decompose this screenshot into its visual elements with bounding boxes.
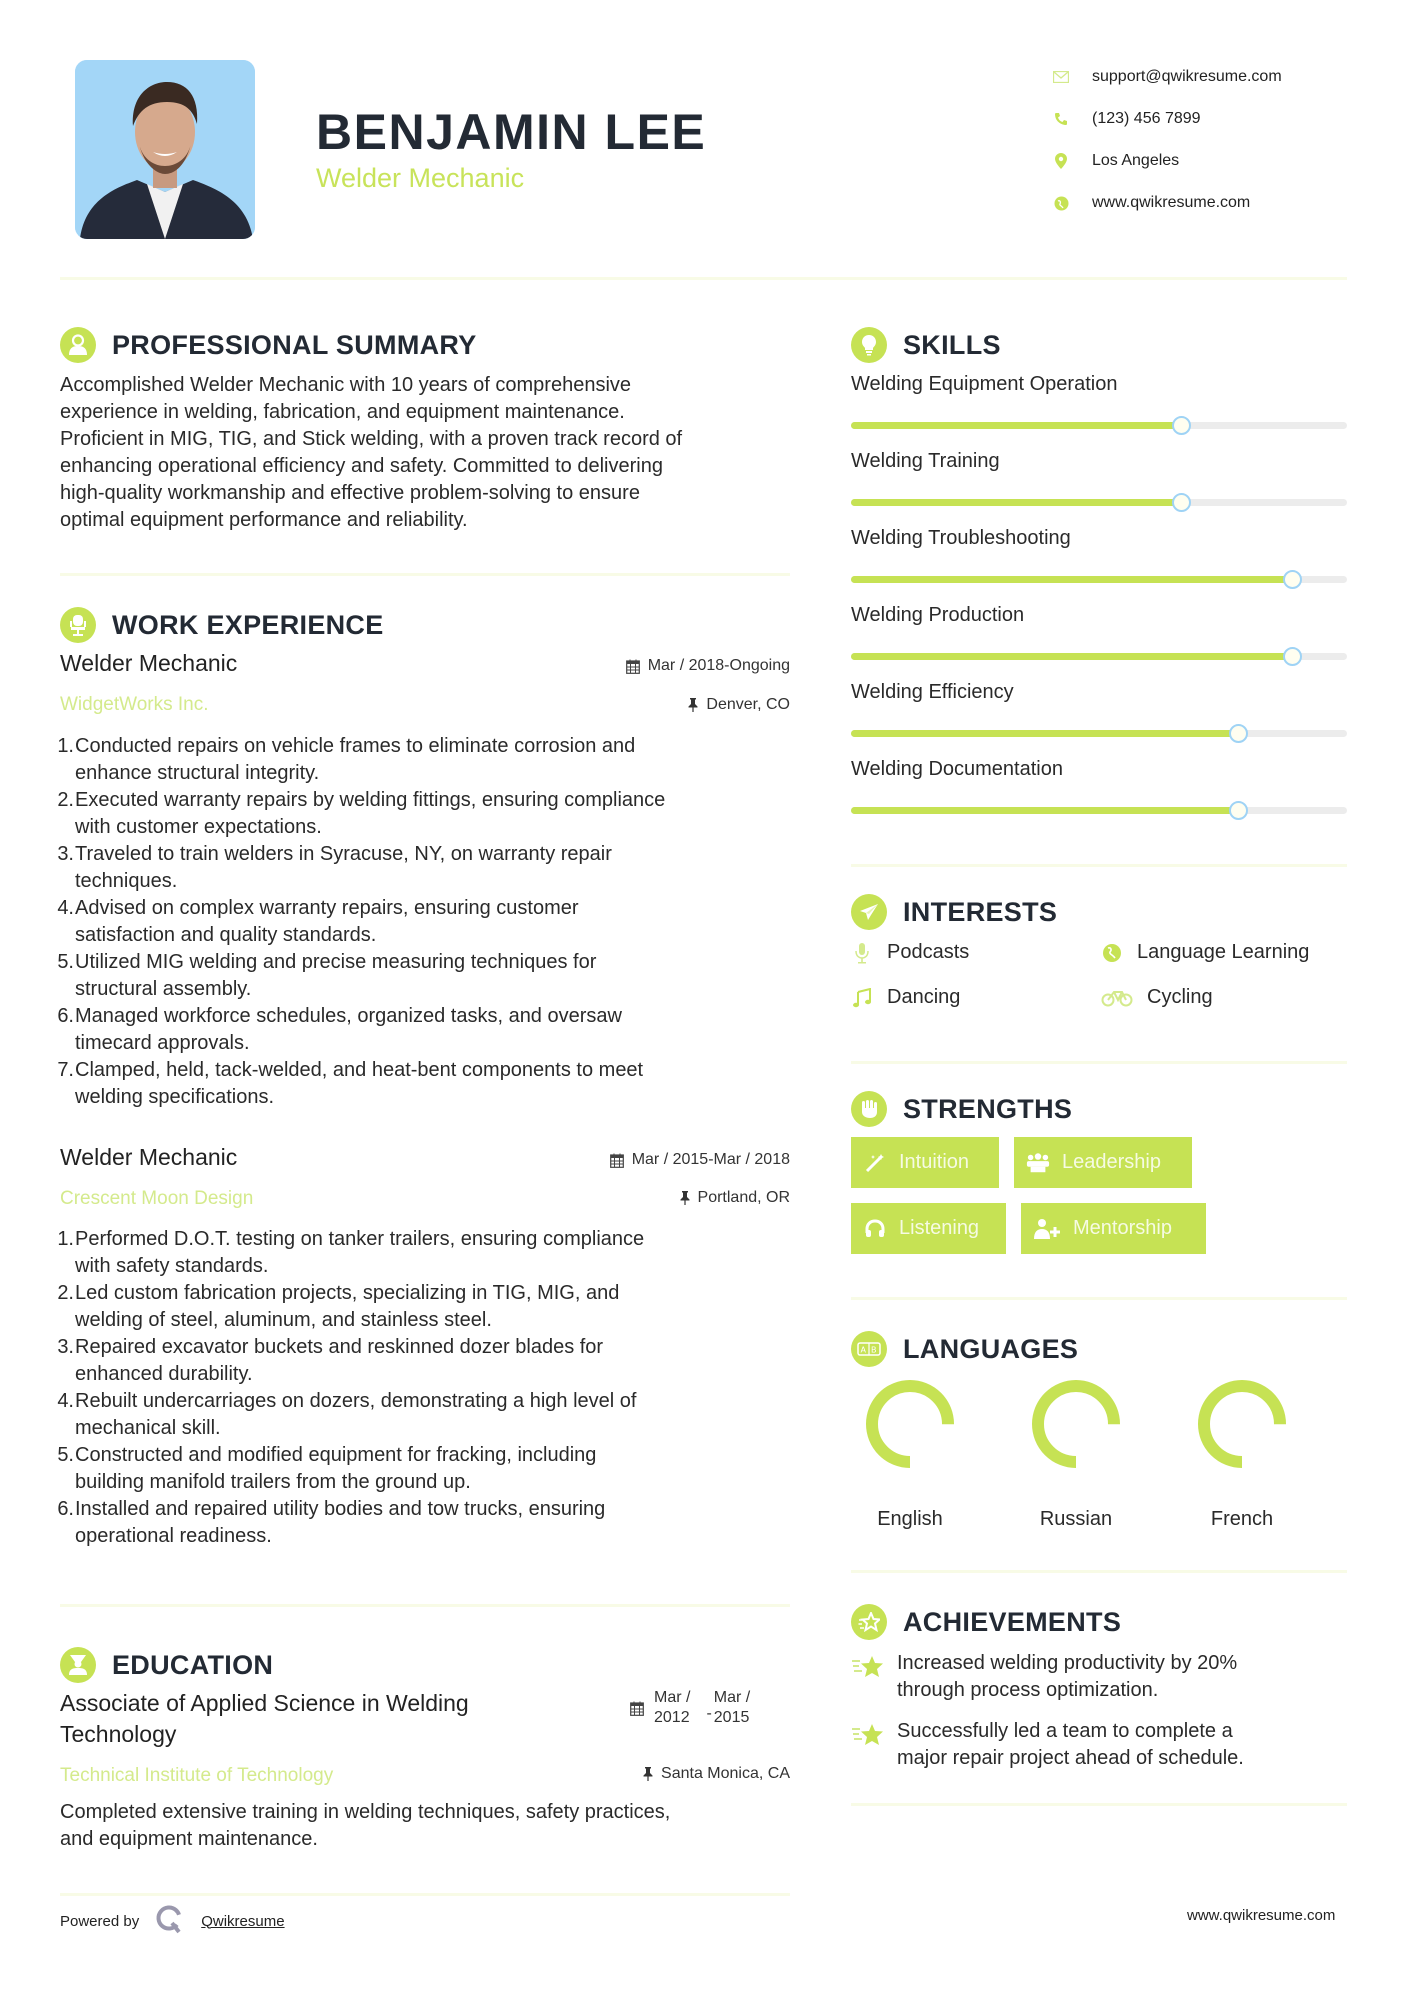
star-icon: [851, 1650, 885, 1704]
music-note-icon: [851, 987, 873, 1009]
interest-item: [851, 986, 960, 1009]
summary-line: Accomplished Welder Mechanic with 10 years of comprehensive: [60, 374, 632, 396]
skill-knob[interactable]: [1229, 801, 1248, 820]
skill-track: [851, 807, 1347, 814]
job-location-text: Portland, OR: [697, 1189, 790, 1206]
summary-line: Proficient in MIG, TIG, and Stick welding, with a proven track record of: [60, 428, 683, 450]
user-icon: [60, 327, 96, 363]
pushpin-icon: [688, 698, 698, 712]
globe-icon: [1052, 194, 1070, 212]
job-company: Crescent Moon Design: [60, 1188, 254, 1209]
contact-list: [1052, 56, 1352, 224]
experience-heading: [60, 605, 384, 645]
achievements-heading: [851, 1602, 1121, 1642]
calendar-icon: [630, 1701, 644, 1716]
group-icon: [1026, 1151, 1050, 1175]
bullet-item: 2. Executed warranty repairs by welding fittings, ensuring compliance with customer expectations.: [57, 789, 666, 838]
person-photo-icon: [75, 60, 255, 239]
interest-label: Podcasts: [887, 941, 970, 963]
language-ring: [864, 1378, 956, 1470]
job-location: [490, 696, 790, 714]
bullet-item: 5. Utilized MIG welding and precise measuring techniques for structural assembly.: [57, 951, 597, 1000]
skills-heading: [851, 325, 1001, 365]
education-date-start: Mar / 2012: [654, 1689, 691, 1726]
qwikresume-logo-icon: [155, 1904, 185, 1938]
skill-item: [851, 603, 1347, 680]
education-date-end: Mar / 2015: [713, 1689, 751, 1726]
user-plus-icon: [1033, 1217, 1061, 1241]
bullet-item: 6. Managed workforce schedules, organized tasks, and oversaw timecard approvals.: [57, 1005, 622, 1054]
interest-label: Language Learning: [1137, 941, 1310, 963]
contact-location: [1052, 140, 1352, 182]
strength-label: Listening: [899, 1217, 980, 1239]
skill-fill: [851, 499, 1181, 506]
powered-by: [60, 1904, 285, 1938]
skill-item: [851, 680, 1347, 757]
skill-label: Welding Troubleshooting: [851, 527, 1071, 549]
bullet-item: 4. Rebuilt undercarriages on dozers, demonstrating a high level of mechanical skill.: [57, 1390, 637, 1439]
bullet-item: 5. Constructed and modified equipment for fracking, including building manifold trailers from the ground up.: [57, 1444, 597, 1493]
bullet-item: 7. Clamped, held, tack-welded, and heat-bent components to meet welding specifications.: [57, 1059, 644, 1108]
footer-website[interactable]: www.qwikresume.com: [1187, 1907, 1336, 1924]
pushpin-icon: [680, 1191, 690, 1205]
powered-by-text: Powered by: [60, 1912, 140, 1930]
strength-chip: [1014, 1137, 1192, 1188]
degree-title: [60, 1688, 469, 1750]
job-title: Welder Mechanic: [60, 1144, 238, 1170]
skill-label: Welding Production: [851, 604, 1025, 626]
candidate-name: BENJAMIN LEE: [316, 104, 707, 160]
bullet-item: 3. Traveled to train welders in Syracuse, NY, on warranty repair techniques.: [57, 843, 612, 892]
summary-line: optimal equipment performance and reliability.: [60, 509, 468, 531]
paper-plane-icon: [851, 894, 887, 930]
summary-text: [60, 372, 790, 534]
pushpin-icon: [643, 1767, 653, 1781]
skill-item: [851, 372, 1347, 449]
bullet-item: 3. Repaired excavator buckets and reskinned dozer blades for enhanced durability.: [57, 1336, 604, 1385]
section-divider: [851, 1570, 1347, 1573]
contact-email-text: support@qwikresume.com: [1092, 68, 1282, 85]
job-bullets: [55, 1226, 795, 1550]
job-date: [490, 657, 790, 675]
skill-knob[interactable]: [1229, 724, 1248, 743]
language-item: [855, 1378, 965, 1531]
section-divider: [851, 1061, 1347, 1064]
degree-line: Technology: [60, 1721, 177, 1747]
calendar-icon: [610, 1153, 624, 1168]
interests-title: INTERESTS: [903, 896, 1058, 927]
bullet-item: 2. Led custom fabrication projects, specializing in TIG, MIG, and welding of steel, aluminum, and stainless steel.: [57, 1282, 620, 1331]
strength-label: Intuition: [899, 1151, 970, 1173]
job-bullets: [55, 733, 795, 1111]
section-divider: [851, 1297, 1347, 1300]
skill-label: Welding Equipment Operation: [851, 373, 1118, 395]
bicycle-icon: [1101, 987, 1133, 1009]
candidate-role: Welder Mechanic: [316, 163, 525, 193]
strength-chip: [1021, 1203, 1206, 1254]
star-icon: [851, 1718, 885, 1772]
section-divider: [851, 1803, 1347, 1806]
interests-heading: [851, 892, 1057, 932]
footer-divider: [60, 1893, 790, 1896]
education-date: [630, 1688, 750, 1728]
summary-line: experience in welding, fabrication, and equipment maintenance.: [60, 401, 625, 423]
language-item: [1021, 1378, 1131, 1531]
header-divider: [60, 277, 1347, 280]
skill-track: [851, 576, 1347, 583]
qwikresume-link[interactable]: Qwikresume: [201, 1912, 285, 1930]
skill-fill: [851, 807, 1238, 814]
profile-photo: [75, 60, 255, 239]
skill-knob[interactable]: [1172, 493, 1191, 512]
strength-chip: [851, 1137, 999, 1188]
date-separator: -: [706, 1705, 712, 1722]
skill-item: [851, 757, 1347, 834]
section-divider: [60, 1604, 790, 1607]
language-ring: [1030, 1378, 1122, 1470]
skill-fill: [851, 653, 1292, 660]
skill-label: Welding Efficiency: [851, 681, 1014, 703]
job-location: [490, 1189, 790, 1207]
achievement-item: [851, 1650, 1347, 1704]
language-icon: [851, 1331, 887, 1367]
envelope-icon: [1052, 68, 1070, 86]
job-title: Welder Mechanic: [60, 650, 238, 676]
education-location: [490, 1765, 790, 1783]
section-divider: [60, 573, 790, 576]
skill-track: [851, 653, 1347, 660]
achievement-item: [851, 1718, 1347, 1772]
skills-title: SKILLS: [903, 329, 1001, 360]
contact-location-text: Los Angeles: [1092, 152, 1180, 169]
achievements-title: ACHIEVEMENTS: [903, 1606, 1122, 1637]
contact-phone-text: (123) 456 7899: [1092, 110, 1201, 127]
strength-label: Mentorship: [1073, 1217, 1172, 1239]
job-date-text: Mar / 2015-Mar / 2018: [631, 1151, 790, 1168]
achievement-text: Increased welding productivity by 20% through process optimization.: [897, 1652, 1238, 1701]
lightbulb-icon: [851, 327, 887, 363]
map-pin-icon: [1052, 152, 1070, 170]
interest-label: Cycling: [1147, 986, 1213, 1008]
languages-title: LANGUAGES: [903, 1333, 1079, 1364]
star-badge-icon: [851, 1604, 887, 1640]
interest-label: Dancing: [887, 986, 961, 1008]
skill-fill: [851, 422, 1181, 429]
skill-item: [851, 449, 1347, 526]
languages-heading: [851, 1329, 1078, 1369]
bullet-item: 6. Installed and repaired utility bodies and tow trucks, ensuring operational readiness.: [57, 1498, 606, 1547]
interest-item: [1101, 986, 1213, 1009]
phone-icon: [1052, 110, 1070, 128]
skill-track: [851, 730, 1347, 737]
education-heading: [60, 1645, 273, 1685]
strength-chip: [851, 1203, 1006, 1254]
school-name: Technical Institute of Technology: [60, 1765, 334, 1786]
skill-track: [851, 499, 1347, 506]
job-location-text: Denver, CO: [706, 696, 790, 713]
strengths-heading: [851, 1089, 1072, 1129]
interest-item: [851, 941, 969, 964]
summary-title: PROFESSIONAL SUMMARY: [112, 329, 477, 360]
section-divider: [851, 864, 1347, 867]
globe-icon: [1101, 942, 1123, 964]
skill-knob[interactable]: [1283, 570, 1302, 589]
skill-label: Welding Training: [851, 450, 1000, 472]
skill-knob[interactable]: [1172, 416, 1191, 435]
bullet-item: 4. Advised on complex warranty repairs, ensuring customer satisfaction and quality standards.: [57, 897, 579, 946]
education-title: EDUCATION: [112, 1649, 274, 1680]
skill-knob[interactable]: [1283, 647, 1302, 666]
headphones-icon: [863, 1217, 887, 1241]
contact-website-text: www.qwikresume.com: [1092, 194, 1251, 211]
fist-icon: [851, 1091, 887, 1127]
skill-item: [851, 526, 1347, 603]
language-label: English: [877, 1508, 943, 1530]
achievement-text: Successfully led a team to complete a major repair project ahead of schedule.: [897, 1720, 1244, 1769]
graduate-icon: [60, 1647, 96, 1683]
strength-label: Leadership: [1062, 1151, 1161, 1173]
experience-title: WORK EXPERIENCE: [112, 609, 384, 640]
skill-fill: [851, 576, 1292, 583]
skill-fill: [851, 730, 1238, 737]
office-chair-icon: [60, 607, 96, 643]
summary-heading: [60, 325, 477, 365]
language-label: Russian: [1039, 1508, 1113, 1530]
summary-line: high-quality workmanship and effective problem-solving to ensure: [60, 482, 640, 504]
svg-text:A: A: [860, 1345, 866, 1355]
skill-track: [851, 422, 1347, 429]
job-company: WidgetWorks Inc.: [60, 694, 209, 715]
contact-website[interactable]: [1052, 182, 1352, 224]
job-date: [490, 1151, 790, 1169]
language-item: [1187, 1378, 1297, 1531]
contact-email[interactable]: [1052, 56, 1352, 98]
education-location-text: Santa Monica, CA: [661, 1765, 790, 1782]
magic-wand-icon: [863, 1151, 887, 1175]
skill-label: Welding Documentation: [851, 758, 1063, 780]
language-label: French: [1210, 1508, 1274, 1530]
calendar-icon: [626, 659, 640, 674]
bullet-item: 1. Performed D.O.T. testing on tanker trailers, ensuring compliance with safety standards.: [57, 1228, 645, 1277]
svg-text:B: B: [871, 1345, 877, 1355]
interest-item: [1101, 941, 1309, 964]
strengths-title: STRENGTHS: [903, 1093, 1073, 1124]
microphone-icon: [851, 942, 873, 964]
language-ring: [1196, 1378, 1288, 1470]
job-date-text: Mar / 2018-Ongoing: [647, 657, 790, 674]
degree-line: Associate of Applied Science in Welding: [60, 1690, 469, 1716]
education-description: Completed extensive training in welding techniques, safety practices, and equipment maintenance.: [60, 1801, 671, 1850]
summary-line: enhancing operational efficiency and safety. Committed to delivering: [60, 455, 663, 477]
contact-phone[interactable]: [1052, 98, 1352, 140]
bullet-item: 1. Conducted repairs on vehicle frames to eliminate corrosion and enhance structural integrity.: [57, 735, 636, 784]
